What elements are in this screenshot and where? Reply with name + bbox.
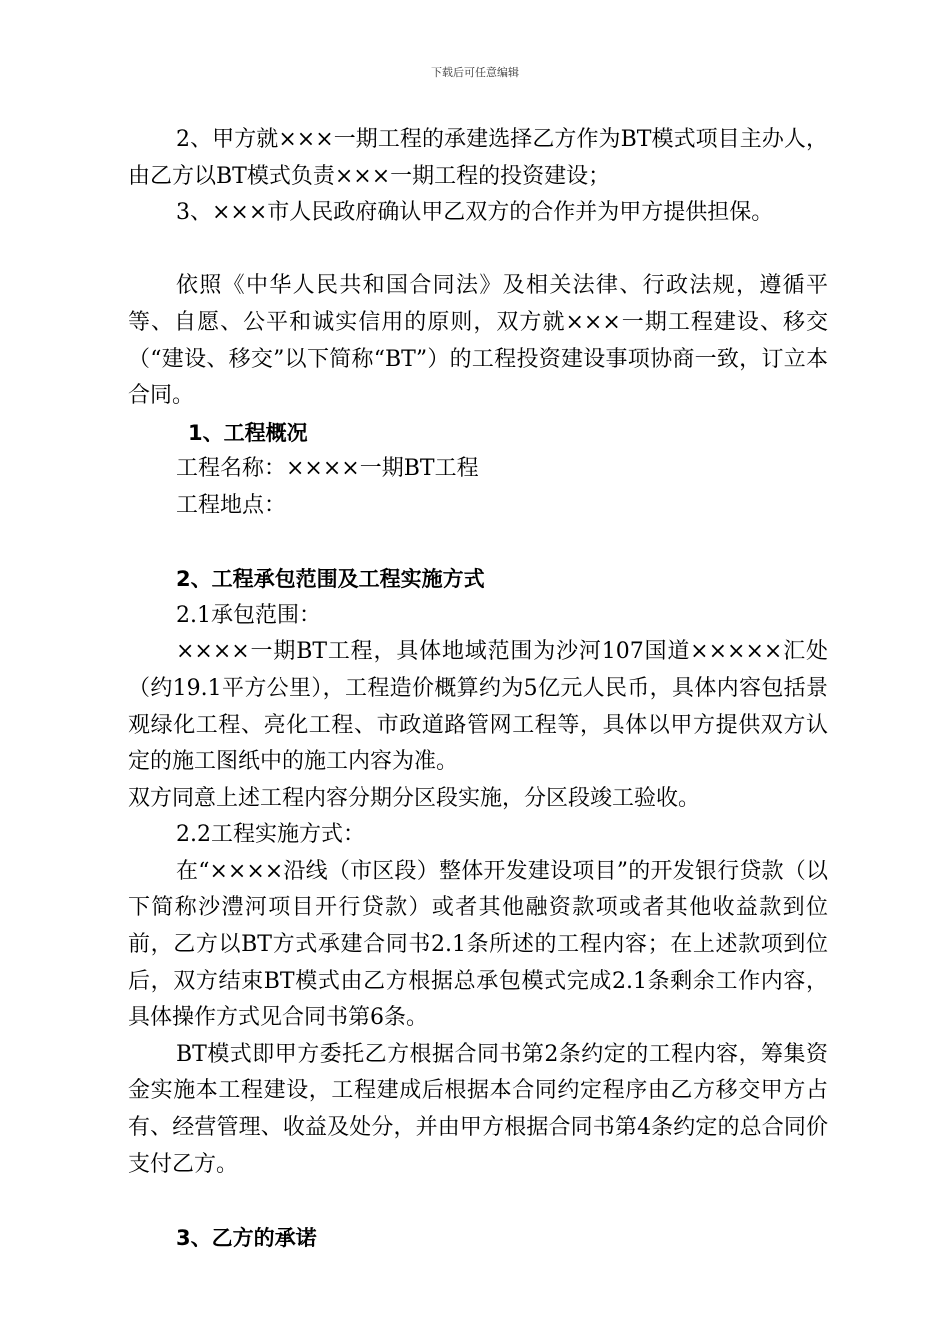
spacer	[128, 525, 828, 562]
paragraph-implementation-method: 在“××××沿线（市区段）整体开发建设项目”的开发银行贷款（以下简称沙澧河项目开行贷款）或者其他融资款项或者其他收益款到位前，乙方以BT方式承建合同书2.1条所述的工程内容；在上述款项到位后，双方结束BT模式由乙方根据总承包模式完成2.1条剩余工作内容，具体操作方式见合同书第6条。	[128, 858, 828, 1031]
subheading-2-2: 2.2工程实施方式：	[176, 822, 365, 848]
heading-party-b-commitment: 3、乙方的承诺	[176, 1225, 317, 1250]
paragraph-preamble: 依照《中华人民共和国合同法》及相关法律、行政法规，遵循平等、自愿、公平和诚实信用的原则，双方就×××一期工程建设、移交（“建设、移交”以下简称“BT”）的工程投资建设事项协商一致，订立本合同。	[128, 273, 828, 409]
spacer	[128, 1183, 828, 1220]
paragraph-bt-mode: BT模式即甲方委托乙方根据合同书第2条约定的工程内容，筹集资金实施本工程建设，工程建成后根据本合同约定程序由乙方移交甲方占有、经营管理、收益及处分，并由甲方根据合同书第4条约定的总合同价支付乙方。	[128, 1041, 828, 1177]
project-location: 工程地点：	[176, 492, 287, 518]
spacer	[128, 232, 828, 269]
heading-project-overview: 1、工程概况	[188, 420, 308, 445]
page-header: 下载后可任意编辑	[431, 66, 519, 79]
project-name: 工程名称：××××一期BT工程	[176, 456, 479, 482]
paragraph-clause-3: 3、×××市人民政府确认甲乙双方的合作并为甲方提供担保。	[176, 200, 774, 226]
paragraph-clause-2: 2、甲方就×××一期工程的承建选择乙方作为BT模式项目主办人，由乙方以BT模式负责×××一期工程的投资建设；	[128, 127, 828, 189]
paragraph-phased-implementation: 双方同意上述工程内容分期分区段实施，分区段竣工验收。	[128, 785, 701, 811]
heading-scope-and-implementation: 2、工程承包范围及工程实施方式	[176, 567, 485, 592]
subheading-2-1: 2.1承包范围：	[176, 602, 321, 628]
document-body	[128, 122, 828, 1256]
paragraph-scope: ××××一期BT工程，具体地域范围为沙河107国道×××××汇处（约19.1平方公里），工程造价概算约为5亿元人民币，具体内容包括景观绿化工程、亮化工程、市政道路管网工程等，具体以甲方提供双方认定的施工图纸中的施工内容为准。	[128, 639, 828, 775]
